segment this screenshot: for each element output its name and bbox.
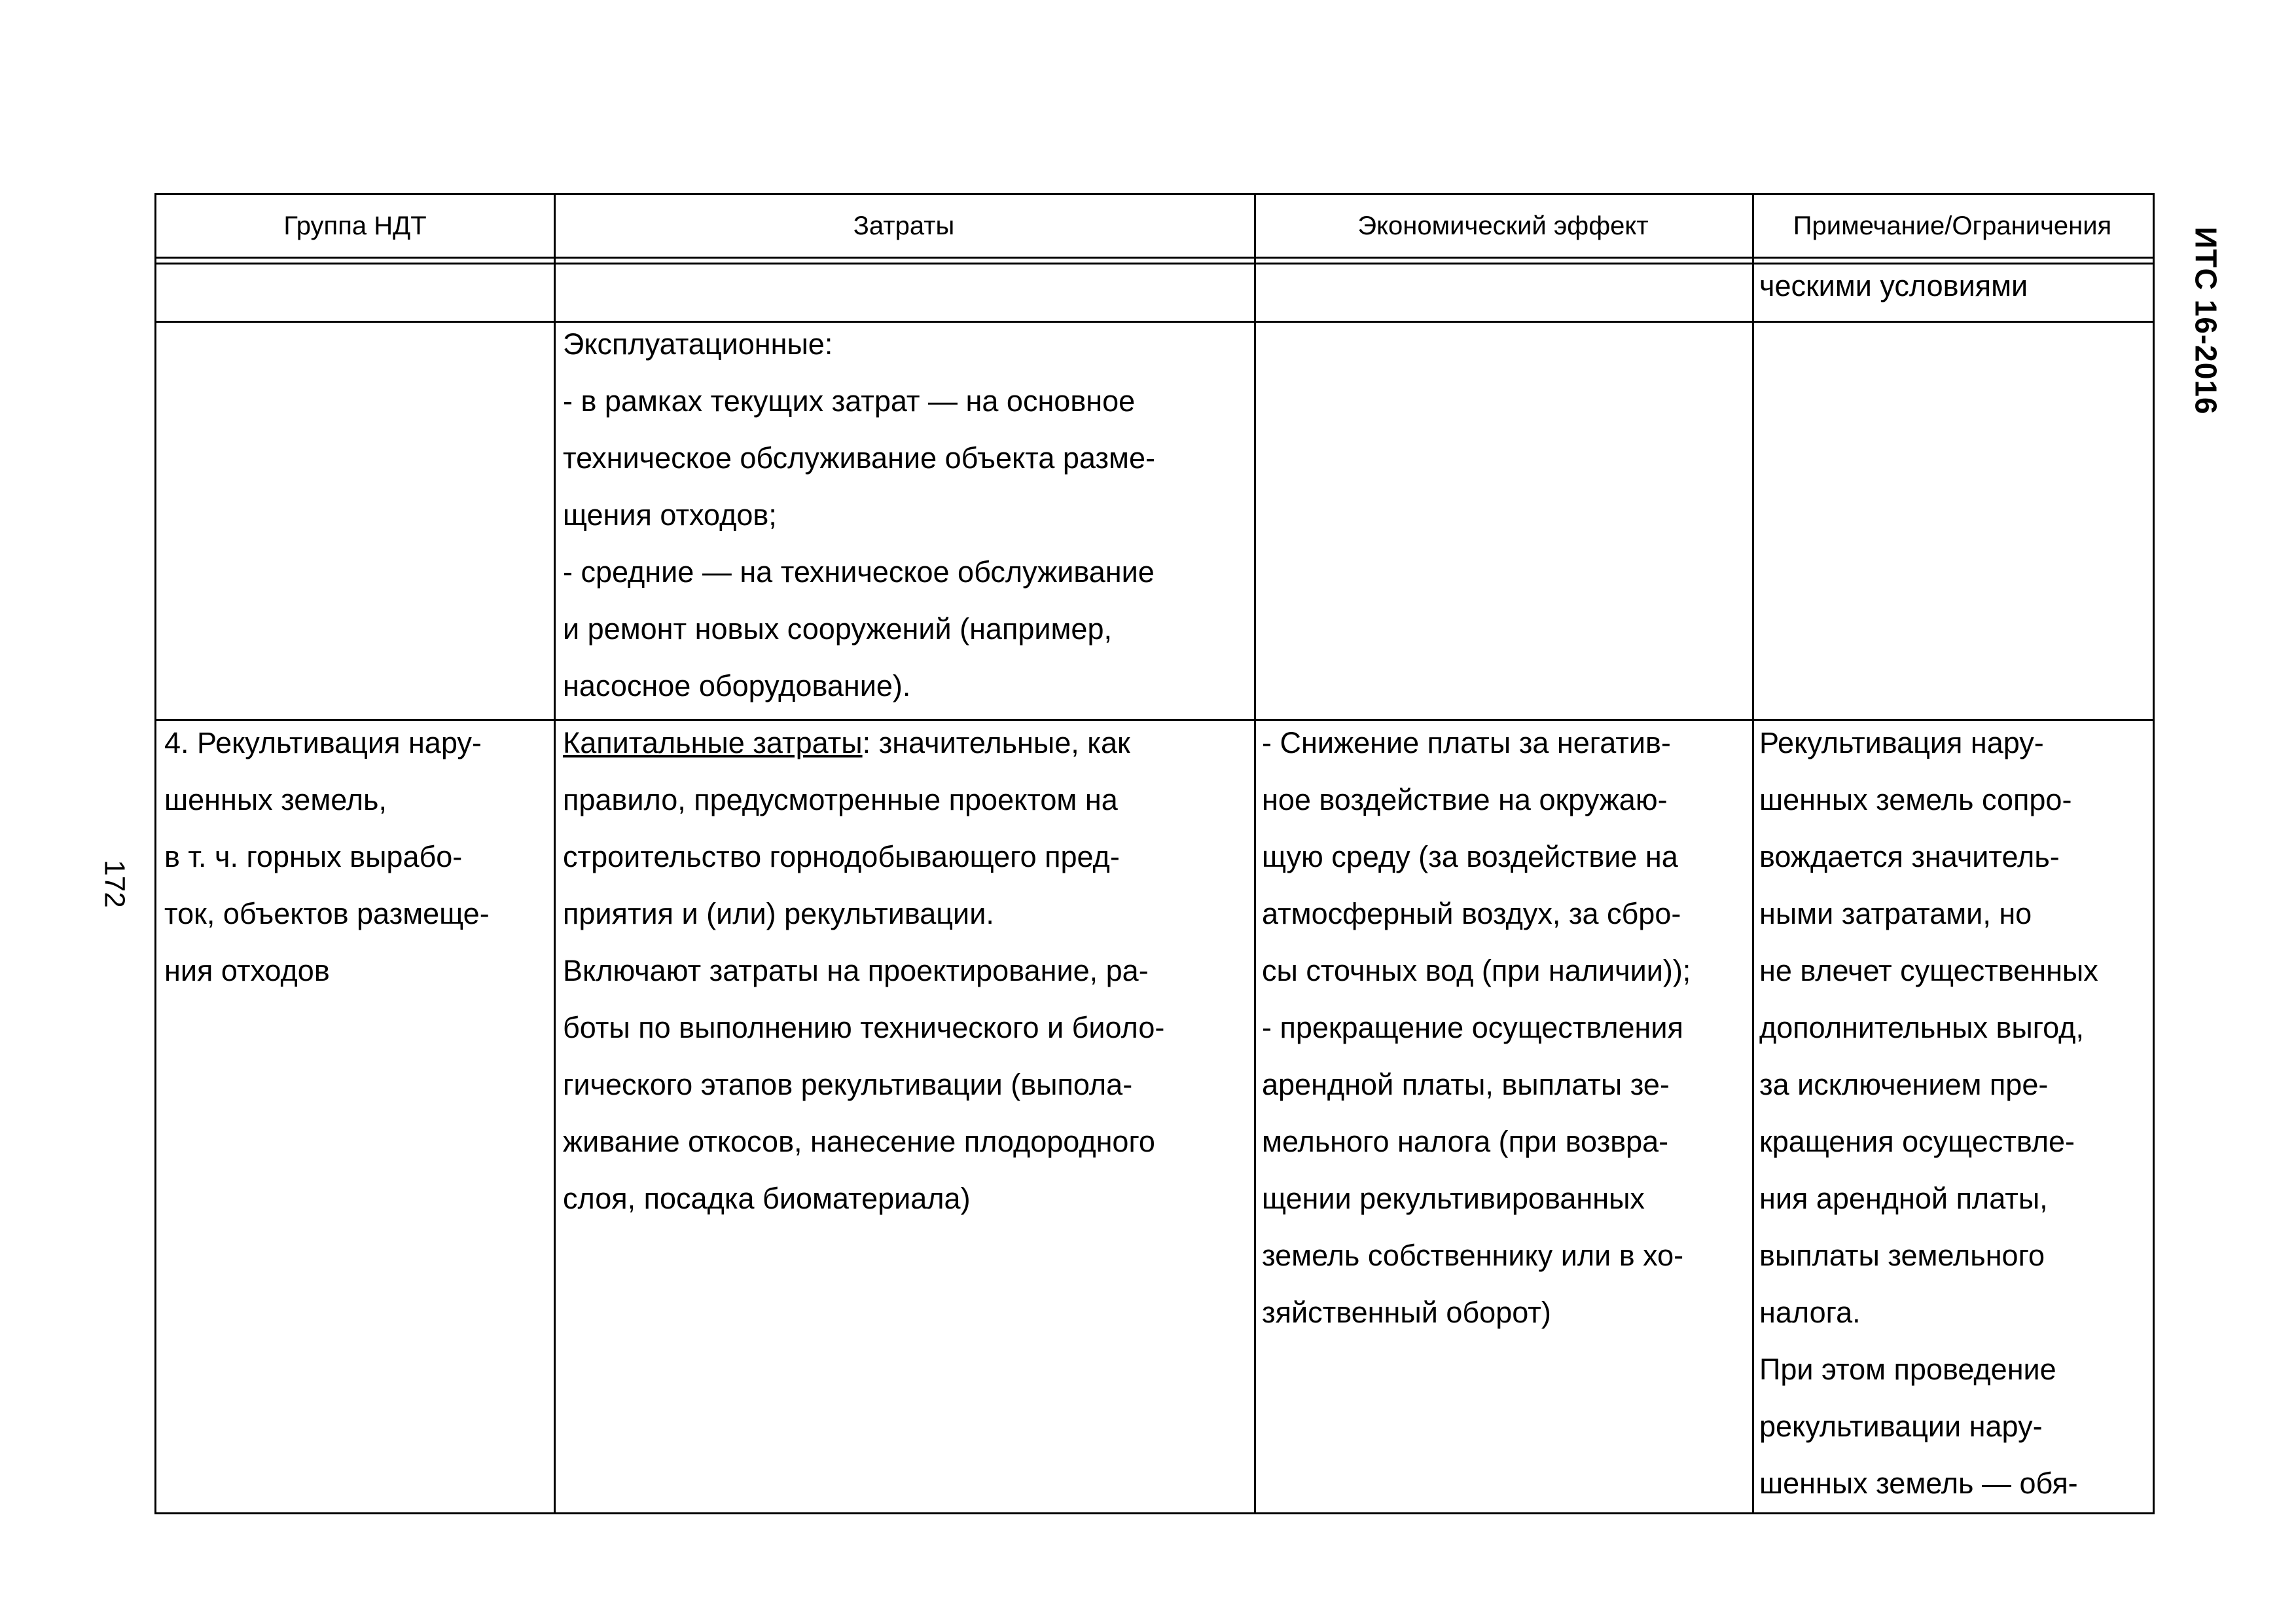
column-divider	[554, 195, 556, 1512]
document-code-text: ИТС 16-2016	[2189, 227, 2223, 415]
capital-costs-cell	[563, 714, 1250, 1304]
capital-costs-text: : значительные, как правило, предусмотренные проектом на строительство горнодобывающего пред- приятия и (или) рекультивации. Включают затраты на проектирование, ра- боты по выполнению технического и биоло- гического этапов рекультивации (выпола- живание откосов, нанесение плодородного слоя, посадка биоматериала)	[563, 726, 1165, 1215]
continued-note-cell: ческими условиями	[1759, 269, 2028, 302]
group-cell: 4. Рекультивация нару- шенных земель, в т. ч. горных вырабо- ток, объектов размеще- ния отходов	[164, 726, 490, 987]
operational-costs-cell: Эксплуатационные: - в рамках текущих затрат — на основное техническое обслуживание объекта разме- щения отходов; - средние — на техническое обслуживание и ремонт новых сооружений (например, насосное оборудование).	[563, 327, 1156, 702]
header-notes: Примечание/Ограничения	[1793, 211, 2112, 240]
header-economic-effect: Экономический эффект	[1357, 211, 1649, 240]
column-divider	[1254, 195, 1256, 1512]
header-group: Группа НДТ	[283, 211, 427, 240]
notes-cell: Рекультивация нару- шенных земель сопро- вождается значитель- ными затратами, но не влечет существенных дополнительных выгод, за исключением пре- кращения осуществле- ния арендной платы, выплаты земельного налога. При этом проведение рекультивации нару- шенных земель — обя-	[1759, 726, 2098, 1500]
header-costs: Затраты	[853, 211, 955, 240]
ndt-table	[154, 193, 2155, 1514]
page-number	[92, 838, 137, 930]
page-number-text: 172	[99, 860, 132, 908]
economic-effect-cell: - Снижение платы за негатив- ное воздействие на окружаю- щую среду (за воздействие на атмосферный воздух, за сбро- сы сточных вод (при наличии)); - прекращение осуществления арендной платы, выплаты зе- мельного налога (при возвра- щении рекультивированных земель собственнику или в хо- зяйственный оборот)	[1262, 726, 1691, 1329]
document-code	[2179, 196, 2232, 445]
capital-costs-label: Капитальные затраты	[563, 726, 863, 759]
column-divider	[1752, 195, 1754, 1512]
